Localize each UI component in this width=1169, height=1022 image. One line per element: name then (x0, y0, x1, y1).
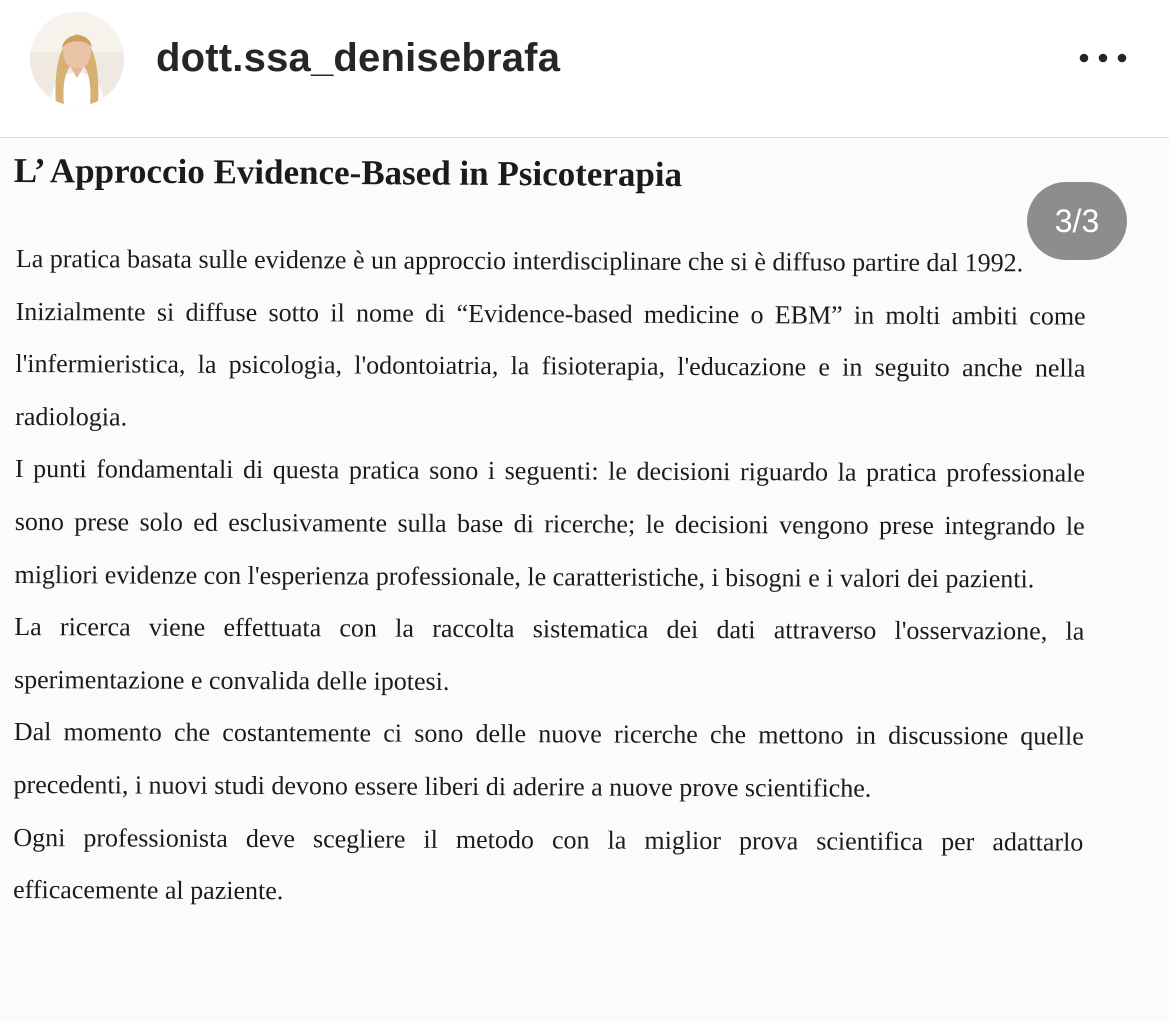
post-header (0, 0, 1169, 138)
more-horizontal-icon (1078, 53, 1128, 63)
document-body (13, 233, 1086, 921)
document-title: L’ Approccio Evidence-Based in Psicoterapia (13, 150, 683, 195)
document-paragraph: Dal momento che costantemente ci sono delle nuove ricerche che mettono in discussione quelle precedenti, i nuovi studi devono essere liberi di aderire a nuove prove scientifiche. (13, 717, 1084, 803)
carousel-counter: 3/3 (1027, 182, 1127, 260)
avatar[interactable] (30, 12, 124, 106)
document-paragraph: La pratica basata sulle evidenze è un approccio interdisciplinare che si è diffuso partire dal 1992. (15, 243, 1024, 278)
document-paragraph: Inizialmente si diffuse sotto il nome di “Evidence-based medicine o EBM” in molti ambiti come l'infermieristica, la psicologia, l'odontoiatria, la fisioterapia, l'educazione e in seguito anche nella radiologia. (15, 296, 1086, 432)
username[interactable]: dott.ssa_denisebrafa (156, 36, 561, 80)
more-options-button[interactable] (1068, 36, 1138, 80)
post-media[interactable] (0, 139, 1169, 1022)
document-paragraph: Ogni professionista deve scegliere il metodo con la miglior prova scientifica per adattarlo efficacemente al paziente. (13, 822, 1084, 906)
document-paragraph: I punti fondamentali di questa pratica sono i seguenti: le decisioni riguardo la pratica professionale sono prese solo ed esclusivamente sulla base di ricerche; le decisioni vengono prese integrando le migliori evidenze con l'esperienza professionale, le caratteristiche, i bisogni e i valori dei pazienti. (14, 454, 1086, 594)
document-paragraph: La ricerca viene effettuata con la raccolta sistematica dei dati attraverso l'osservazione, la sperimentazione e convalida delle ipotesi. (13, 612, 1085, 696)
profile-avatar-image (30, 12, 124, 106)
